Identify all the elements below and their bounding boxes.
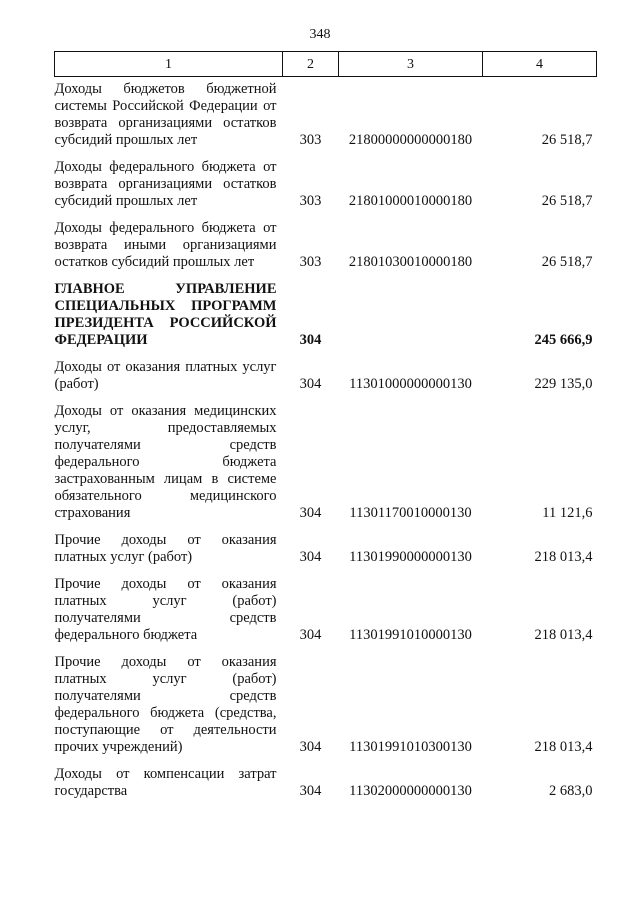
admin-code: 303 xyxy=(299,254,322,270)
revenue-name: Доходы от оказания медицинских услуг, предоставляемых получателями средств федерального бюджета застрахованным лицам в системе обязательного медицинского страхования xyxy=(54,403,277,521)
revenue-classification-code: 11301000000000130 xyxy=(349,376,472,392)
admin-code: 303 xyxy=(299,132,322,148)
table-body xyxy=(55,77,597,811)
revenue-classification-code: 21801000010000180 xyxy=(348,193,473,209)
page-number: 348 xyxy=(309,27,331,42)
header-col-1: 1 xyxy=(55,52,283,77)
revenue-amount: 26 518,7 xyxy=(541,132,593,148)
table-row xyxy=(55,359,597,403)
admin-code: 304 xyxy=(299,783,322,799)
revenue-amount: 218 013,4 xyxy=(534,739,593,755)
header-col-2: 2 xyxy=(283,52,339,77)
administrator-name: ГЛАВНОЕ УПРАВЛЕНИЕ СПЕЦИАЛЬНЫХ ПРОГРАММ ПРЕЗИДЕНТА РОССИЙСКОЙ ФЕДЕРАЦИИ xyxy=(54,281,277,348)
admin-code: 304 xyxy=(299,739,322,755)
revenue-name: Прочие доходы от оказания платных услуг (работ) получателями средств федерального бюджета (средства, поступающие от деятельности прочих учреждений) xyxy=(54,654,277,755)
revenue-amount: 218 013,4 xyxy=(534,627,593,643)
table-row xyxy=(55,220,597,281)
table-row-administrator-total xyxy=(55,281,597,359)
revenue-amount: 229 135,0 xyxy=(534,376,593,392)
header-row xyxy=(55,52,597,77)
revenue-classification-code: 21801030010000180 xyxy=(348,254,473,270)
revenue-name: Доходы федерального бюджета от возврата иными организациями остатков субсидий прошлых лет xyxy=(54,220,277,270)
table-row xyxy=(55,159,597,220)
revenue-name: Доходы от компенсации затрат государства xyxy=(54,766,277,799)
revenue-classification-code: 11302000000000130 xyxy=(349,783,472,799)
revenue-amount: 26 518,7 xyxy=(541,254,593,270)
table-row xyxy=(55,532,597,576)
revenue-amount: 245 666,9 xyxy=(534,332,593,348)
table-row xyxy=(55,576,597,654)
revenue-amount: 26 518,7 xyxy=(541,193,593,209)
table-header xyxy=(55,52,597,77)
revenue-amount: 11 121,6 xyxy=(542,505,593,521)
table-row xyxy=(55,766,597,810)
admin-code: 304 xyxy=(299,549,322,565)
revenue-name: Доходы бюджетов бюджетной системы Российской Федерации от возврата организациями остатков субсидий прошлых лет xyxy=(54,81,277,148)
revenue-classification-code: 11301990000000130 xyxy=(349,549,472,565)
revenue-name: Прочие доходы от оказания платных услуг (работ) xyxy=(54,532,277,565)
table-row xyxy=(55,654,597,766)
admin-code: 304 xyxy=(299,376,322,392)
table-row xyxy=(55,403,597,532)
admin-code: 304 xyxy=(299,627,322,643)
revenue-name: Прочие доходы от оказания платных услуг (работ) получателями средств федерального бюджета xyxy=(54,576,277,643)
revenue-classification-code: 11301991010000130 xyxy=(349,627,472,643)
revenue-name: Доходы федерального бюджета от возврата организациями остатков субсидий прошлых лет xyxy=(54,159,277,209)
revenue-classification-code xyxy=(339,281,483,359)
revenue-amount: 2 683,0 xyxy=(549,783,593,799)
header-col-4: 4 xyxy=(483,52,597,77)
revenue-classification-code: 21800000000000180 xyxy=(348,132,473,148)
revenue-name: Доходы от оказания платных услуг (работ) xyxy=(54,359,277,392)
revenue-amount: 218 013,4 xyxy=(534,549,593,565)
admin-code: 303 xyxy=(299,193,322,209)
table-row xyxy=(55,77,597,160)
admin-code: 304 xyxy=(299,505,322,521)
revenue-classification-code: 11301991010300130 xyxy=(349,739,472,755)
revenue-classification-code: 11301170010000130 xyxy=(349,505,472,521)
header-col-3: 3 xyxy=(339,52,483,77)
budget-revenue-table xyxy=(54,51,597,810)
admin-code: 304 xyxy=(299,332,322,348)
